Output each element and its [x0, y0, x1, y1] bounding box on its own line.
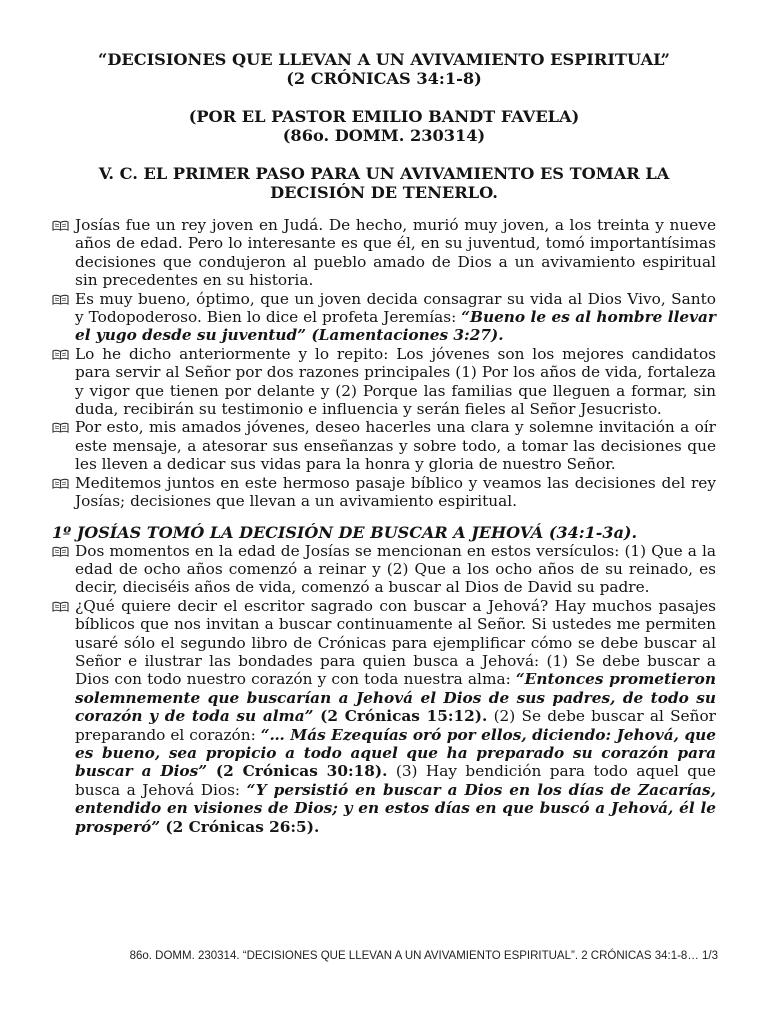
- sermon-title: [52, 50, 716, 88]
- open-book-icon: [52, 422, 69, 433]
- open-book-icon: [52, 601, 69, 612]
- bible-reference: (2 Crónicas 30:18).: [207, 762, 388, 781]
- document-page: [52, 50, 716, 836]
- title-line-2: (2 CRÓNICAS 34:1-8): [286, 69, 482, 88]
- open-book-icon: [52, 294, 69, 305]
- open-book-icon: [52, 546, 69, 557]
- bible-quote: “Entonces prometieron solemnemente que buscarían a Jehová el Dios de sus padres, de todo su corazón y de toda su alma”: [75, 670, 716, 726]
- thesis-line-1: V. C. EL PRIMER PASO PARA UN AVIVAMIENTO ES TOMAR LA: [98, 164, 670, 183]
- thesis-line-2: DECISIÓN DE TENERLO.: [270, 183, 498, 202]
- bible-quote: “… Más Ezequías oró por ellos, diciendo: Jehová, que es bueno, sea propicio a todo aquel que ha preparado su corazón para buscar a Dios”: [75, 725, 716, 781]
- bible-reference: (2 Crónicas 26:5).: [160, 817, 320, 836]
- list-item: Lo he dicho anteriormente y lo repito: Los jóvenes son los mejores candidatos para servir al Señor por dos razones principales (1) Por los años de vida, fortaleza y vigor que tienen por delante y (2) Porque las familias que lleguen a formar, sin duda, recibirán su testimonio e influencia y serán fieles al Señor Jesucristo.: [52, 345, 716, 419]
- open-book-icon: [52, 220, 69, 231]
- page-footer: 86o. DOMM. 230314. “DECISIONES QUE LLEVAN A UN AVIVAMIENTO ESPIRITUAL”. 2 CRÓNICAS 34:1-8… 1/3: [129, 950, 718, 962]
- author-line-1: (POR EL PASTOR EMILIO BANDT FAVELA): [188, 107, 580, 126]
- thesis: [52, 164, 716, 202]
- section-heading: 1º JOSÍAS TOMÓ LA DECISIÓN DE BUSCAR A JEHOVÁ (34:1-3a).: [52, 522, 638, 542]
- author-block: [52, 107, 716, 145]
- list-item: ¿Qué quiere decir el escritor sagrado con buscar a Jehová? Hay muchos pasajes bíblicos que nos invitan a buscar continuamente al Señor. Si ustedes me permiten usaré sólo el segundo libro de Crónicas para ejemplificar cómo se debe buscar al Señor e ilustrar las bondades para quien busca a Jehová: (1) Se debe buscar a Dios con todo nuestro corazón y con toda nuestra alma: “Entonces prometieron solemnemente que buscarían a Jehová el Dios de sus padres, de todo su corazón y de toda su alma” (2 Crónicas 15:12). (2) Se debe buscar al Señor preparando el corazón: “… Más Ezequías oró por ellos, diciendo: Jehová, que es bueno, sea propicio a todo aquel que ha preparado su corazón para buscar a Dios” (2 Crónicas 30:18). (3) Hay bendición para todo aquel que busca a Jehová Dios: “Y persistió en buscar a Dios en los días de Zacarías, entendido en visiones de Dios; y en estos días en que buscó a Jehová, él le prosperó” (2 Crónicas 26:5).: [52, 597, 716, 836]
- bible-quote: “Bueno le es al hombre llevar el yugo desde su juventud” (Lamentaciones 3:27).: [75, 308, 716, 345]
- list-item: Por esto, mis amados jóvenes, deseo hacerles una clara y solemne invitación a oír este mensaje, a atesorar sus enseñanzas y sobre todo, a tomar las decisiones que les lleven a dedicar sus vidas para la honra y gloria de nuestro Señor.: [52, 418, 716, 473]
- author-line-2: (86o. DOMM. 230314): [282, 126, 486, 145]
- title-line-1: “DECISIONES QUE LLEVAN A UN AVIVAMIENTO ESPIRITUAL”: [98, 50, 670, 69]
- list-item: Josías fue un rey joven en Judá. De hecho, murió muy joven, a los treinta y nueve años de edad. Pero lo interesante es que él, en su juventud, tomó importantísimas decisiones que condujeron al pueblo amado de Dios a un avivamiento espiritual sin precedentes en su historia.: [52, 216, 716, 290]
- list-item: Meditemos juntos en este hermoso pasaje bíblico y veamos las decisiones del rey Josías; decisiones que llevan a un avivamiento espiritual.: [52, 474, 716, 511]
- list-item: Es muy bueno, óptimo, que un joven decida consagrar su vida al Dios Vivo, Santo y Todopoderoso. Bien lo dice el profeta Jeremías: “Bueno le es al hombre llevar el yugo desde su juventud” (Lamentaciones 3:27).: [52, 290, 716, 345]
- open-book-icon: [52, 478, 69, 489]
- list-item: Dos momentos en la edad de Josías se mencionan en estos versículos: (1) Que a la edad de ocho años comenzó a reinar y (2) Que a los ocho años de su reinado, es decir, dieciséis años de vida, comenzó a buscar al Dios de David su padre.: [52, 542, 716, 597]
- bible-quote: “Y persistió en buscar a Dios en los días de Zacarías, entendido en visiones de Dios; y en estos días en que buscó a Jehová, él le prosperó”: [75, 780, 716, 836]
- open-book-icon: [52, 349, 69, 360]
- section-list: [52, 542, 716, 837]
- bible-reference: (2 Crónicas 15:12).: [313, 707, 488, 726]
- intro-list: [52, 216, 716, 511]
